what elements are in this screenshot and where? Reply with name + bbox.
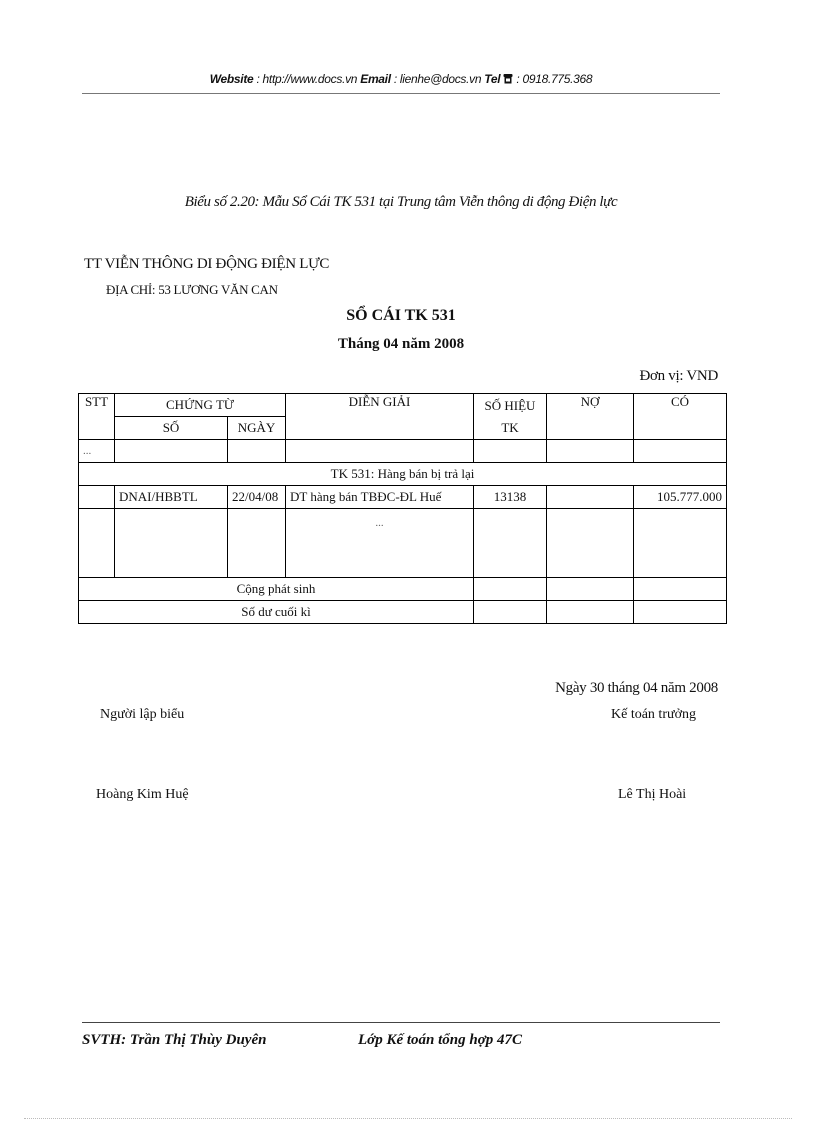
table-row — [79, 440, 727, 463]
website-value[interactable]: : http://www.docs.vn — [256, 72, 358, 86]
entry-voucher-date: 22/04/08 — [228, 486, 286, 509]
table-row — [79, 486, 727, 509]
total-row — [79, 578, 727, 601]
header-account — [474, 394, 547, 440]
total-label: Cộng phát sinh — [79, 578, 474, 601]
footer-student: SVTH: Trần Thị Thùy Duyên — [82, 1032, 267, 1048]
phone-icon — [503, 73, 513, 87]
empty-cell — [547, 601, 634, 624]
footer-divider — [82, 1022, 720, 1023]
empty-cell — [547, 509, 634, 578]
empty-cell — [115, 509, 228, 578]
header-voucher-date: NGÀY — [228, 417, 286, 440]
empty-cell — [547, 440, 634, 463]
header-account-line2: TK — [501, 419, 519, 435]
empty-cell — [634, 509, 727, 578]
empty-cell — [115, 440, 228, 463]
ledger-table — [78, 393, 727, 624]
continuation-cell: ... — [286, 509, 474, 578]
header-description: DIỄN GIẢI — [286, 394, 474, 440]
header-voucher: CHỨNG TỪ — [115, 394, 286, 417]
empty-cell — [634, 601, 727, 624]
page-header — [82, 72, 720, 87]
empty-cell — [547, 578, 634, 601]
ending-label: Số dư cuối kì — [79, 601, 474, 624]
tel-label: Tel — [484, 72, 501, 86]
empty-cell — [474, 578, 547, 601]
section-row — [79, 463, 727, 486]
preparer-title: Người lập biểu — [100, 707, 185, 722]
figure-caption: Biểu số 2.20: Mẫu Sổ Cái TK 531 tại Trung tâm Viễn thông di động Điện lực — [184, 194, 618, 210]
header-stt: STT — [79, 394, 115, 440]
ellipsis-cell: ... — [79, 440, 115, 463]
empty-cell — [474, 509, 547, 578]
empty-cell — [474, 440, 547, 463]
email-label: Email — [360, 72, 391, 86]
signature-date: Ngày 30 tháng 04 năm 2008 — [555, 680, 718, 696]
empty-cell — [286, 440, 474, 463]
empty-cell — [474, 601, 547, 624]
chief-accountant-name: Lê Thị Hoài — [618, 787, 687, 802]
section-title: TK 531: Hàng bán bị trả lại — [79, 463, 727, 486]
header-account-line1: SỐ HIỆU — [484, 397, 536, 413]
header-debit: NỢ — [547, 394, 634, 440]
footer-class: Lớp Kế toán tổng hợp 47C — [358, 1032, 523, 1048]
preparer-name: Hoàng Kim Huệ — [96, 787, 189, 802]
ledger-period: Tháng 04 năm 2008 — [337, 336, 465, 352]
entry-account: 13138 — [474, 486, 547, 509]
header-divider — [82, 93, 720, 94]
organization-name: TT VIỄN THÔNG DI ĐỘNG ĐIỆN LỰC — [84, 256, 330, 272]
entry-description: DT hàng bán TBĐC-ĐL Huế — [286, 486, 474, 509]
header-voucher-no: SỐ — [115, 417, 228, 440]
header-credit: CÓ — [634, 394, 727, 440]
empty-cell — [634, 440, 727, 463]
entry-stt — [79, 486, 115, 509]
table-header-row — [79, 394, 727, 417]
organization-address: ĐỊA CHỈ: 53 LƯƠNG VĂN CAN — [106, 282, 278, 297]
entry-credit: 105.777.000 — [634, 486, 727, 509]
empty-cell — [228, 509, 286, 578]
tel-value: : 0918.775.368 — [516, 72, 593, 86]
entry-voucher-no: DNAI/HBBTL — [115, 486, 228, 509]
empty-cell — [634, 578, 727, 601]
empty-cell — [79, 509, 115, 578]
table-row — [79, 509, 727, 578]
ending-balance-row — [79, 601, 727, 624]
chief-accountant-title: Kế toán trưởng — [611, 707, 696, 722]
entry-debit — [547, 486, 634, 509]
ledger-title: SỔ CÁI TK 531 — [346, 307, 456, 324]
page-edge-divider — [24, 1118, 792, 1119]
website-label: Website — [209, 72, 254, 86]
currency-unit: Đơn vị: VND — [639, 368, 718, 384]
email-value[interactable]: : lienhe@docs.vn — [393, 72, 482, 86]
empty-cell — [228, 440, 286, 463]
